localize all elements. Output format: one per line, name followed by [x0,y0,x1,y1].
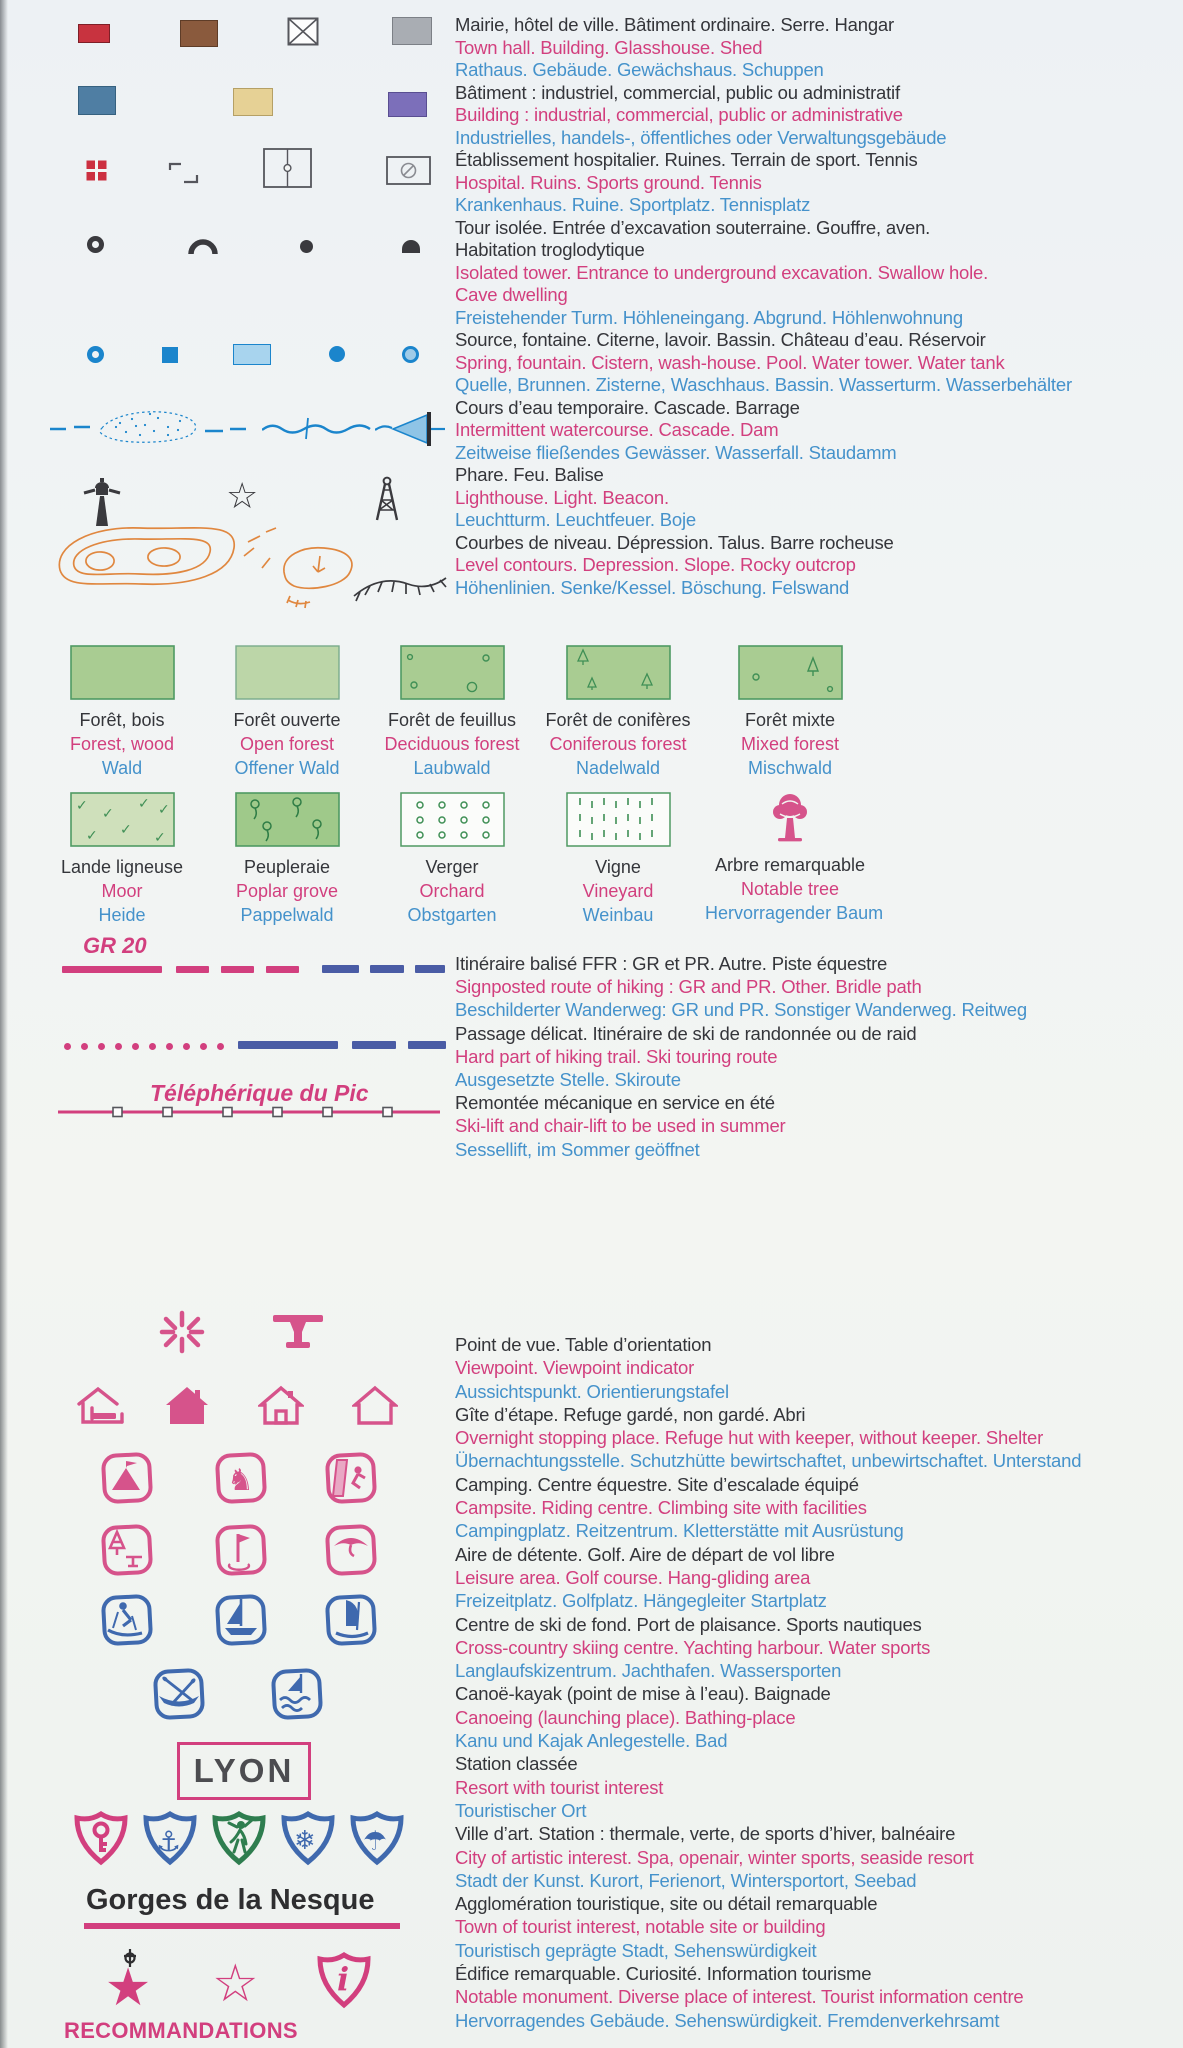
svg-text:⚓: ⚓ [156,1825,182,1858]
legend-text-line: City of artistic interest. Spa, openair, winter sports, seaside resort [455,1846,974,1868]
legend-text-line: Campsite. Riding centre. Climbing site with facilities [455,1497,867,1519]
svg-text:✓: ✓ [119,822,132,838]
shelter-icon [352,1384,398,1426]
industrial-building-swatch [78,86,116,115]
svg-text:✓: ✓ [153,830,166,846]
light-star-icon: ☆ [226,475,259,516]
cistern-symbol [162,347,178,363]
legend-text-line: Habitation troglodytique [455,239,645,260]
swallow-hole-symbol [300,240,313,253]
golf-icon [214,1522,268,1578]
legend-text-line: Établissement hospitalier. Ruines. Terrain de sport. Tennis [455,149,918,170]
svg-text:✓: ✓ [137,796,150,812]
legend-text-line: Kanu und Kajak Anlegestelle. Bad [455,1730,728,1752]
legend-text-line: Freizeitplatz. Golfplatz. Hängegleiter Startplatz [455,1590,827,1612]
hospital-symbol [86,160,107,181]
svg-text:✓: ✓ [101,806,114,822]
legend-text-line: Cours d’eau temporaire. Cascade. Barrage [455,396,800,418]
svg-text:✓: ✓ [75,798,88,814]
poplar-grove-swatch [235,792,340,847]
forest-col-coniferous: Forêt de conifères Coniferous forest Nadelwald [533,645,703,780]
legend-text-line: Ville d’art. Station : thermale, verte, de sports d’hiver, balnéaire [455,1823,956,1845]
forest-col-mixed: Forêt mixte Mixed forest Mischwald [705,645,875,780]
legend-text-line: Phare. Feu. Balise [455,464,604,485]
green-resort-badge [211,1810,267,1866]
anchor-badge [142,1810,198,1866]
forest-col-open: Forêt ouverte Open forest Offener Wald [202,645,372,780]
riding-centre-icon [214,1450,268,1506]
legend-text-line: Höhenlinien. Senke/Kessel. Böschung. Felswand [455,576,850,598]
ski-touring-line [408,1041,446,1049]
svg-text:i: i [337,1960,350,1998]
legend-text-line: Courbes de niveau. Dépression. Talus. Barre rocheuse [455,531,894,553]
yachting-harbour-icon [214,1592,268,1648]
viewpoint-icon [158,1308,206,1356]
waterfall-symbol [262,414,374,442]
mixed-forest-swatch [738,645,843,700]
legend-text-line: Notable monument. Diverse place of interest. Tourist information centre [455,1986,1024,2008]
legend-text-line: Langlaufskizentrum. Jachthafen. Wassersporten [455,1660,842,1682]
moor-swatch [70,792,175,847]
seaside-umbrella-badge [349,1810,405,1866]
scan-edge [0,0,8,2048]
deciduous-forest-swatch [400,645,505,700]
legend-text-line: Mairie, hôtel de ville. Bâtiment ordinaire. Serre. Hangar [455,14,894,35]
ski-touring-line [238,1041,338,1049]
legend-text-line: Touristisch geprägte Stadt, Sehenswürdigkeit [455,1939,817,1961]
legend-text-line: Signposted route of hiking : GR and PR. Other. Bridle path [455,976,922,998]
legend-text-line: Town of tourist interest, notable site or building [455,1916,826,1938]
commercial-building-swatch [233,88,273,116]
legend-text-line: Campingplatz. Reitzentrum. Kletterstätte mit Ausrüstung [455,1520,904,1542]
svg-text:☂: ☂ [363,1826,388,1857]
legend-text-trails [455,952,1027,1161]
camping-icon [100,1450,154,1506]
legend-text-line: Station classée [455,1753,578,1775]
legend-text-line: Krankenhaus. Ruine. Sportplatz. Tennisplatz [455,194,811,215]
legend-text-line: Freistehender Turm. Höhleneingang. Abgrund. Höhlenwohnung [455,306,963,328]
bridle-path-line [322,965,359,973]
legend-text-line: Gîte d’étape. Refuge gardé, non gardé. Abri [455,1403,806,1425]
legend-text-line: Stadt der Kunst. Kurort, Ferienort, Wintersportort, Seebad [455,1869,917,1891]
legend-text-line: Cave dwelling [455,284,568,305]
legend-text-line: Bâtiment : industriel, commercial, public ou administratif [455,81,900,103]
bathing-icon [270,1666,324,1722]
town-sample-underline [84,1923,400,1929]
legend-text-line: Intermittent watercourse. Cascade. Dam [455,419,779,440]
ruins-symbol [168,162,199,184]
gr-route-line [62,966,162,973]
monument-star-icon [100,1946,156,2016]
tennis-symbol [386,156,431,185]
legend-text-line: Overnight stopping place. Refuge hut with keeper, without keeper. Shelter [455,1427,1044,1449]
climbing-icon [324,1450,378,1506]
legend-text-line: Hard part of hiking trail. Ski touring route [455,1045,778,1067]
isolated-tower-symbol [87,236,104,253]
legend-text-buildings [455,14,1072,599]
contour-lines-symbol [52,512,452,612]
gr20-label: GR 20 [83,933,147,958]
legend-text-tourism [455,1333,1081,2032]
forest-col-orchard: Verger Orchard Obstgarten [367,792,537,927]
legend-text-line: Point de vue. Table d’orientation [455,1334,712,1355]
legend-text-line: Passage délicat. Itinéraire de ski de randonnée ou de raid [455,1022,917,1044]
legend-text-line: Centre de ski de fond. Port de plaisance. Sports nautiques [455,1613,922,1635]
orchard-swatch [400,792,505,847]
forest-col-moor: ✓ ✓ ✓ ✓ ✓ ✓ ✓ Lande ligneuse Moor Heide [37,792,207,927]
monument-star-glyph: ★ [104,1959,152,2017]
legend-text-line: Hervorragendes Gebäude. Sehenswürdigkeit. Fremdenverkehrsamt [455,2009,1000,2031]
legend-text-line: Canoë-kayak (point de mise à l’eau). Baignade [455,1683,831,1705]
legend-text-line: Zeitweise fließendes Gewässer. Wasserfall. Staudamm [455,441,897,463]
legend-text-line: Beschilderter Wanderweg: GR und PR. Sonstiger Wanderweg. Reitweg [455,999,1027,1021]
notable-tree-icon [766,790,814,847]
orientation-table-icon [270,1312,326,1352]
dam-symbol [375,410,447,448]
shed-swatch [392,17,432,45]
legend-text-line: Spring, fountain. Cistern, wash-house. Pool. Water tower. Water tank [455,351,1005,373]
sports-ground-symbol [263,148,312,188]
svg-text:♞: ♞ [227,1463,254,1498]
legend-text-line: Hospital. Ruins. Sports ground. Tennis [455,171,762,193]
public-building-swatch [388,92,427,117]
gite-icon [76,1384,128,1426]
leisure-area-icon [100,1522,154,1578]
hang-gliding-icon [324,1522,378,1578]
legend-text-line: Aire de détente. Golf. Aire de départ de vol libre [455,1543,835,1565]
ordinary-building-swatch [180,20,218,47]
svg-text:❄: ❄ [294,1826,316,1856]
cross-country-ski-icon [100,1592,154,1648]
snowflake-badge [280,1810,336,1866]
resort-sample-label: LYON [193,1752,295,1789]
legend-text-line: Lighthouse. Light. Beacon. [455,486,669,508]
refuge-without-keeper-icon [258,1384,304,1426]
legend-text-line: Édifice remarquable. Curiosité. Information tourisme [455,1963,872,1985]
legend-text-line: Leisure area. Golf course. Hang-gliding area [455,1566,811,1588]
open-forest-swatch [235,645,340,700]
forest-col-notable-tree: Arbre remarquable Notable tree Hervorragender Baum [705,790,875,925]
water-sports-icon [324,1592,378,1648]
legend-text-line: Town hall. Building. Glasshouse. Shed [455,36,763,58]
legend-text-line: Agglomération touristique, site ou détail remarquable [455,1893,878,1915]
legend-text-line: Itinéraire balisé FFR : GR et PR. Autre. Piste équestre [455,953,888,974]
intermittent-watercourse-symbol [50,405,260,447]
vineyard-swatch [566,792,671,847]
cable-car-line [58,1104,440,1120]
legend-text-line: Canoeing (launching place). Bathing-place [455,1706,796,1728]
bridle-path-line [370,965,404,973]
tourist-info-icon [316,1950,372,2010]
refuge-with-keeper-icon [164,1384,210,1426]
glasshouse-symbol [287,17,319,46]
forest-col-wood: Forêt, bois Forest, wood Wald [37,645,207,780]
legend-text-line: Isolated tower. Entrance to underground excavation. Swallow hole. [455,261,989,283]
forest-col-deciduous: Forêt de feuillus Deciduous forest Laubwald [367,645,537,780]
legend-text-line: Building : industrial, commercial, public or administrative [455,104,903,125]
legend-text-line: Viewpoint. Viewpoint indicator [455,1357,695,1379]
legend-text-line: Ski-lift and chair-lift to be used in summer [455,1115,786,1137]
pr-route-line [266,966,299,973]
legend-text-line: Quelle, Brunnen. Zisterne, Waschhaus. Bassin. Wasserturm. Wasserbehälter [455,374,1072,395]
cave-dwelling-symbol [402,240,420,253]
legend-text-line: Ausgesetzte Stelle. Skiroute [455,1069,681,1091]
pr-route-line [221,966,254,973]
legend-text-line: Cross-country skiing centre. Yachting harbour. Water sports [455,1636,931,1658]
legend-text-line: Übernachtungsstelle. Schutzhütte bewirtschaftet, unbewirtschaftet. Unterstand [455,1450,1082,1472]
legend-text-line: Sessellift, im Sommer geöffnet [455,1138,700,1160]
legend-text-line: Resort with tourist interest [455,1776,664,1798]
legend-text-line: Rathaus. Gebäude. Gewächshaus. Schuppen [455,59,824,80]
canoe-icon [152,1666,206,1722]
bridle-path-line [415,965,445,973]
legend-text-line: Remontée mécanique en service en été [455,1092,775,1114]
legend-text-line: Aussichtspunkt. Orientierungstafel [455,1380,729,1402]
town-hall-swatch [78,24,110,43]
curiosity-star-icon: ☆ [212,1955,259,2013]
forest-wood-swatch [70,645,175,700]
svg-text:✓: ✓ [85,828,98,844]
legend-text-line: Level contours. Depression. Slope. Rocky outcrop [455,554,856,575]
legend-text-line: Source, fontaine. Citerne, lavoir. Bassin. Château d’eau. Réservoir [455,329,986,350]
cable-car-label: Téléphérique du Pic [150,1080,369,1106]
legend-text-line: Touristischer Ort [455,1799,587,1821]
water-tower-symbol [329,346,345,362]
legend-text-line: Leuchtturm. Leuchtfeuer. Boje [455,509,697,530]
spring-symbol [87,346,104,363]
recommendations-heading: RECOMMANDATIONS [64,2018,298,2043]
legend-text-line: Industrielles, handels-, öffentliches oder Verwaltungsgebäude [455,126,947,148]
cave-entrance-symbol [188,239,218,255]
forest-col-vineyard: Vigne Vineyard Weinbau [533,792,703,927]
svg-text:✓: ✓ [157,802,170,818]
ski-touring-line [352,1041,396,1049]
art-city-key-badge [73,1810,129,1866]
legend-text-line: Tour isolée. Entrée d’excavation souterraine. Gouffre, aven. [455,216,931,238]
pr-route-line [176,966,209,973]
legend-text-line: Camping. Centre équestre. Site d’escalade équipé [455,1473,859,1495]
forest-col-poplar: Peupleraie Poplar grove Pappelwald [202,792,372,927]
coniferous-forest-swatch [566,645,671,700]
wash-house-symbol [233,344,271,365]
resort-sample [177,1742,311,1800]
town-sample: Gorges de la Nesque [86,1884,375,1916]
reservoir-symbol [402,346,419,363]
